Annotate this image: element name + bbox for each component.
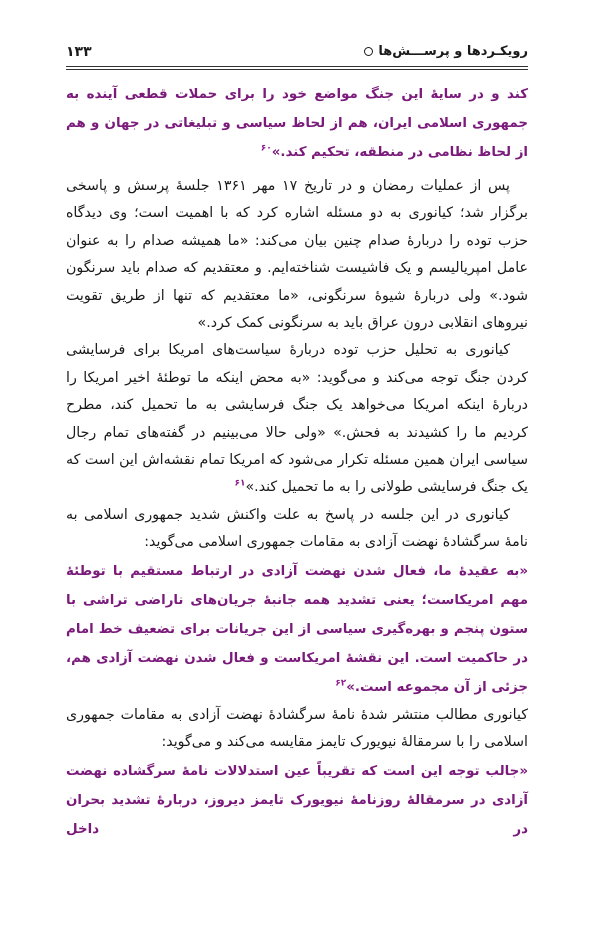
page-header (66, 44, 528, 66)
quote-1-text: کند و در سایهٔ این جنگ مواضع خود را برای حملات قطعی آینده به جمهوری اسلامی ایران، هم از لحاظ سیاسی و تبلیغاتی در جهان و هم از لحاظ نظامی در منطقه، تحکیم کند.» (66, 87, 528, 160)
footnote-marker-61[interactable]: ۶۱ (234, 478, 246, 489)
running-title (364, 44, 528, 59)
paragraph-2 (66, 337, 528, 501)
quote-block-2 (66, 557, 528, 702)
header-rule-bottom (66, 69, 528, 70)
quote-2-text: «به عقیدهٔ ما، فعال شدن نهضت آزادی در ارتباط مستقیم با توطئهٔ مهم امریکاست؛ یعنی تشدید همه جانبهٔ جریان‌های ناراضی تراشی با ستون پنجم و بهره‌گیری سیاسی از این جریانات برای تضعیف خط امام در حاکمیت است. این نقشهٔ امریکاست و فعال شدن نهضت آزادی هم، جزئی از آن مجموعه است.» (66, 563, 528, 695)
paragraph-3: کیانوری در این جلسه در پاسخ به علت واکنش شدید جمهوری اسلامی به نامهٔ سرگشادهٔ نهضت آزادی به مقامات جمهوری اسلامی می‌گوید: (66, 506, 528, 551)
paragraph-2-text: کیانوری به تحلیل حزب توده دربارهٔ سیاست‌های امریکا برای فرسایشی کردن جنگ توجه می‌کند و می‌گوید: «به محض اینکه ما توطئهٔ اخیر امریکا را دربارهٔ اینکه امریکا می‌خواهد یک جنگ فرسایشی به ما تحمیل کند، مطرح کردیم ما را کشیدند به فحش.» «ولی حالا می‌بینیم در گفته‌های تمام رجال سیاسی ایران همین مسئله تکرار می‌شود که امریکا تمام نقشه‌اش این است که یک جنگ فرسایشی طولانی را به ما تحمیل کند.» (66, 342, 528, 496)
paragraph-1: پس از عملیات رمضان و در تاریخ ۱۷ مهر ۱۳۶۱ جلسهٔ پرسش و پاسخی برگزار شد؛ کیانوری به دو مسئله اشاره کرد که با اهمیت است؛ وی دیدگاه حزب توده را دربارهٔ صدام چنین بیان می‌کند: «ما همیشه صدام را به عنوان عامل امپریالیسم و یک فاشیست شناخته‌ایم. و معتقدیم که صدام باید سرنگون شود.» ولی دربارهٔ شیوهٔ سرنگونی، «ما معتقدیم که تنها از طریق تقویت نیروهای انقلابی درون عراق باید به سرنگونی کمک کرد.» (66, 178, 528, 332)
quote-block-1 (66, 80, 528, 167)
page-number: ۱۳۳ (66, 44, 92, 60)
page-body (66, 80, 528, 844)
header-rule-top (66, 66, 528, 67)
footnote-marker-62[interactable]: ۶۲ (335, 678, 347, 689)
footnote-marker-60[interactable]: ۶۰ (260, 143, 272, 154)
circle-icon (364, 47, 373, 56)
quote-block-3: «جالب توجه این است که تقریباً عین استدلالات نامهٔ سرگشاده نهضت آزادی در سرمقالهٔ روزنامهٔ نیویورک تایمز دیروز، دربارهٔ تشدید بحران در داخل (66, 763, 528, 837)
running-title-text: رویکـردها و پرســـش‌ها (378, 44, 528, 59)
paragraph-4: کیانوری مطالب منتشر شدهٔ نامهٔ سرگشادهٔ نهضت آزادی به مقامات جمهوری اسلامی را با سرمقالهٔ نیویورک تایمز مقایسه می‌کند و می‌گوید: (66, 706, 528, 751)
